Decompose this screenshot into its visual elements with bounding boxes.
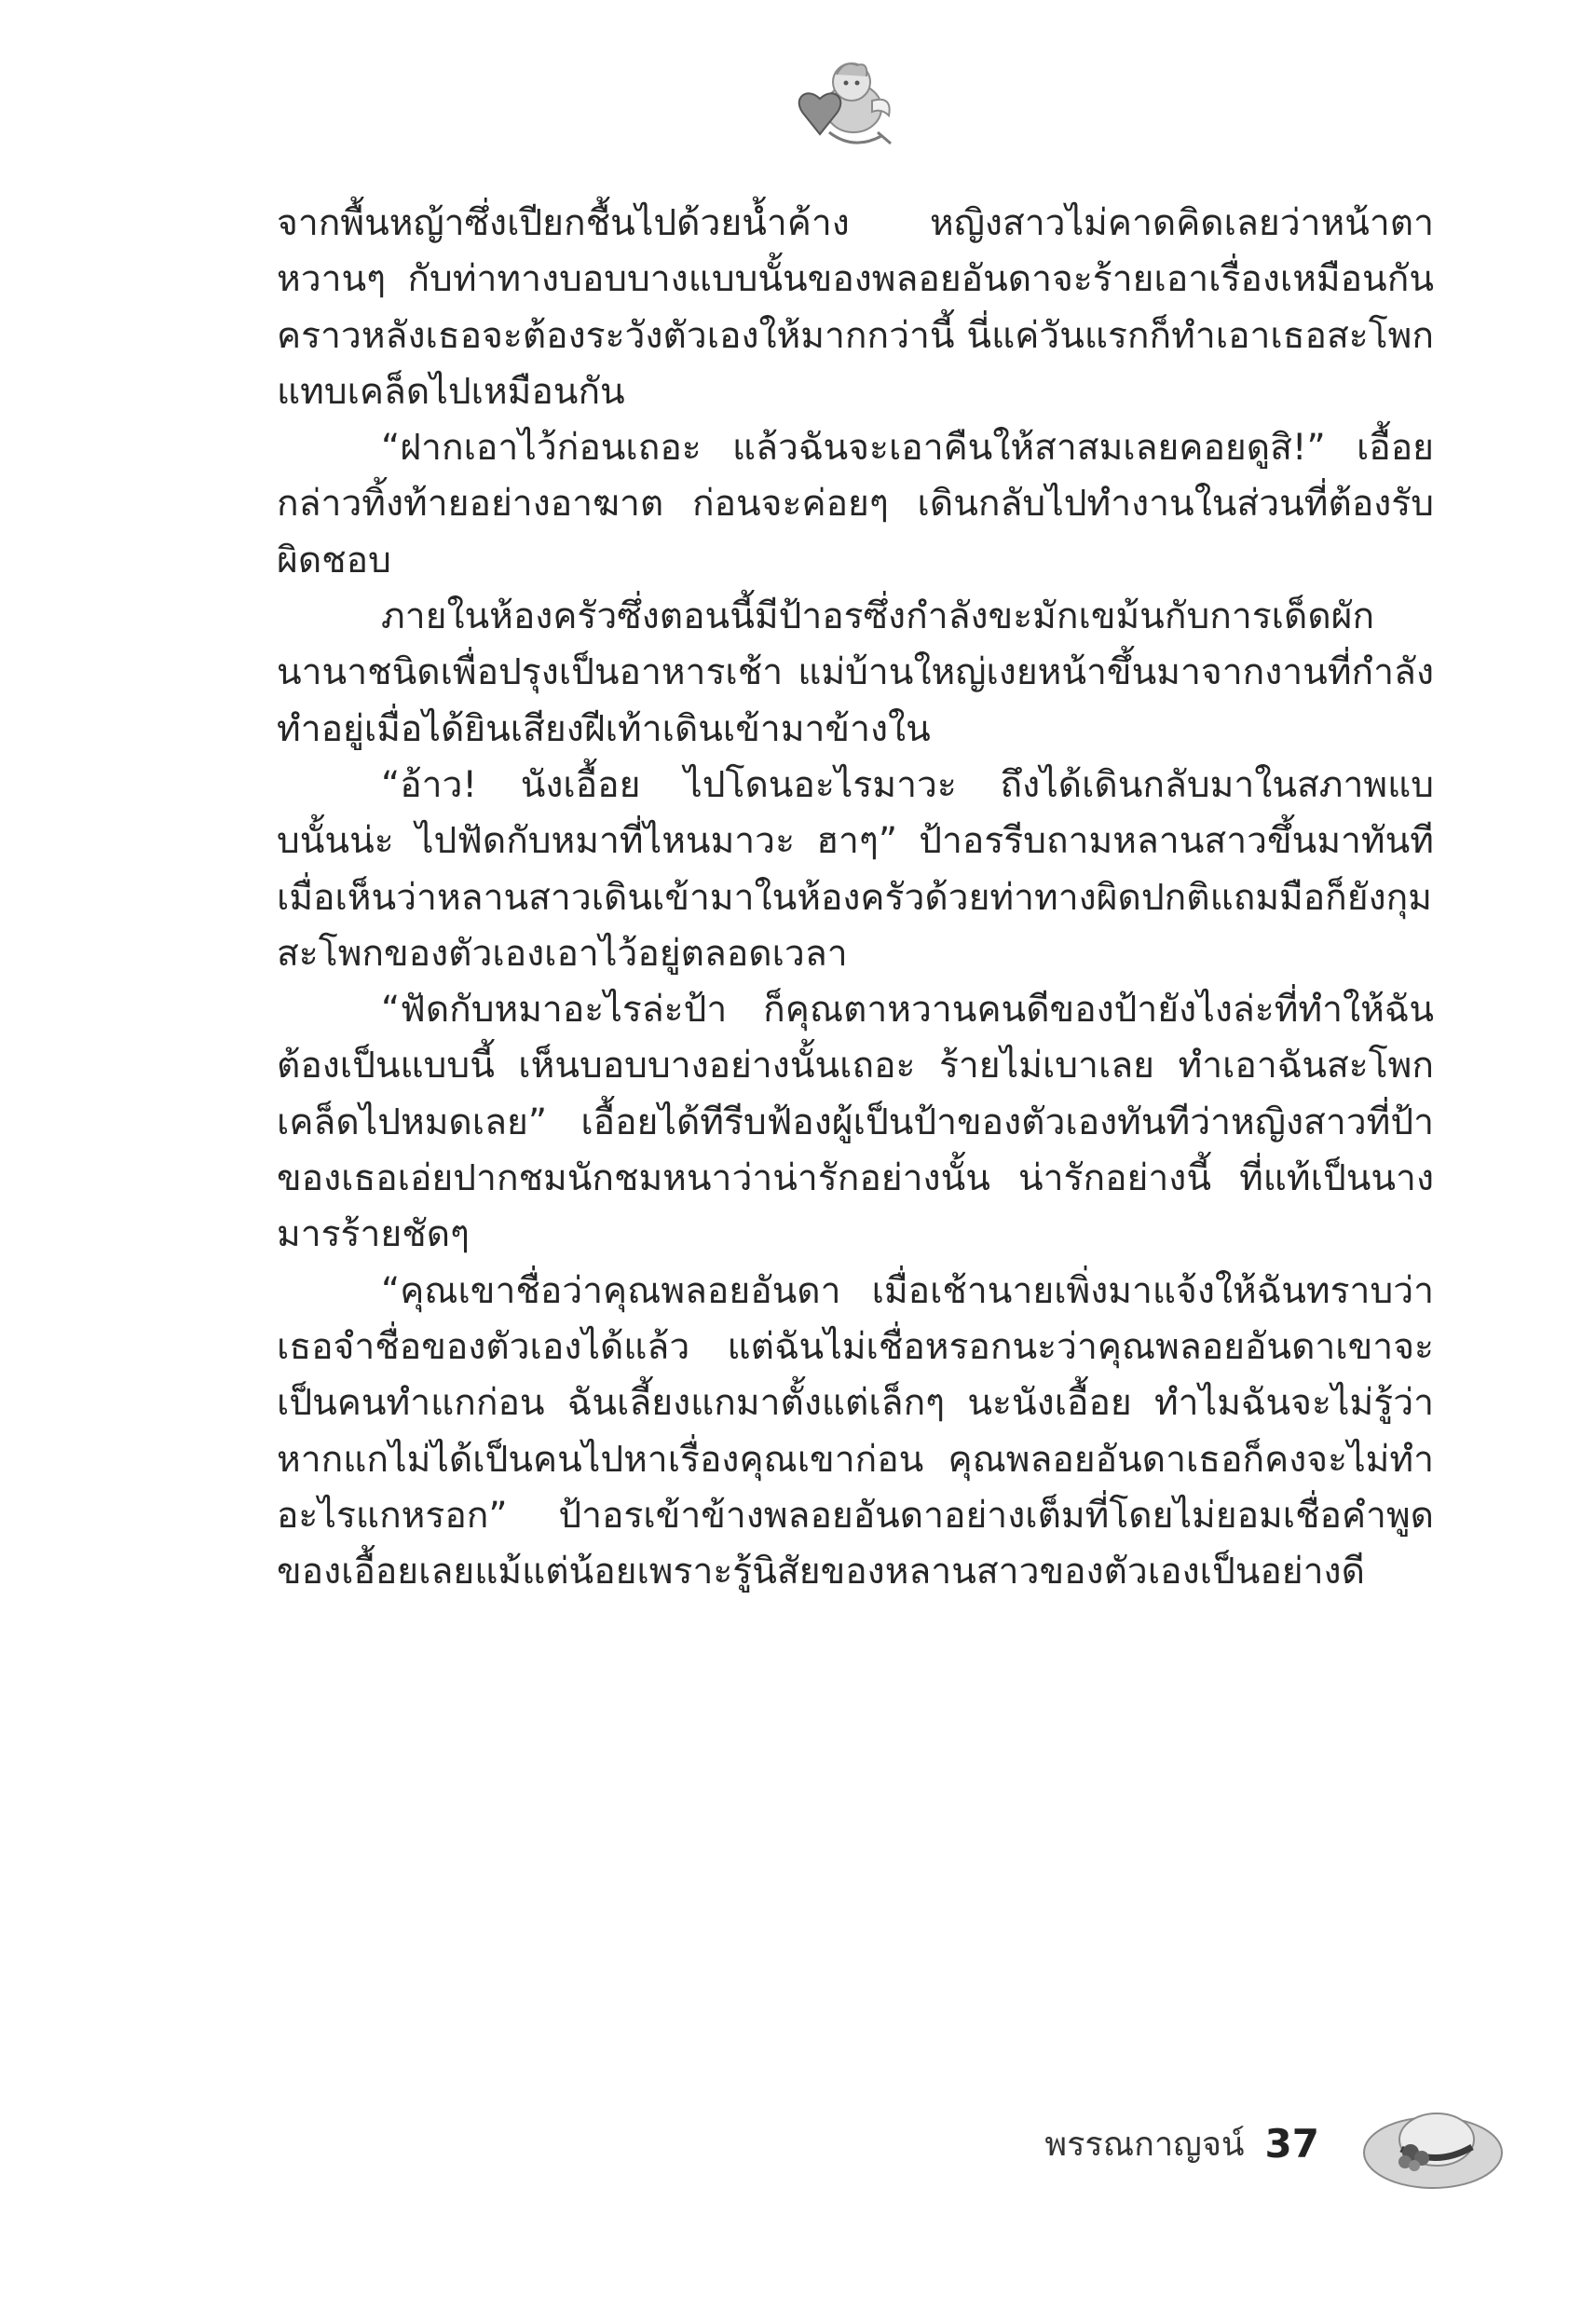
page-footer xyxy=(1044,2113,1319,2173)
paragraph-2: “ฝากเอาไว้ก่อนเถอะ แล้วฉันจะเอาคืนให้สาสมเลยคอยดูสิ!” เอื้อยกล่าวทิ้งท้ายอย่างอาฆาต ก่อนจะค่อยๆ เดินกลับไปทำงานในส่วนที่ต้องรับผิดชอบ xyxy=(277,427,1434,581)
paragraph-6: “คุณเขาชื่อว่าคุณพลอยอันดา เมื่อเช้านายเพิ่งมาแจ้งให้ฉันทราบว่าเธอจำชื่อของตัวเองได้แล้ว แต่ฉันไม่เชื่อหรอกนะว่าคุณพลอยอันดาเขาจะเป็นคนทำแกก่อน ฉันเลี้ยงแกมาตั้งแต่เล็กๆ นะนังเอื้อย ทำไมฉันจะไม่รู้ว่าหากแกไม่ได้เป็นคนไปหาเรื่องคุณเขาก่อน คุณพลอยอันดาเธอก็คงจะไม่ทำอะไรแกหรอก” ป้าอรเข้าข้างพลอยอันดาอย่างเต็มที่โดยไม่ยอมเชื่อคำพูดของเอื้อยเลยแม้แต่น้อยเพราะรู้นิสัยของหลานสาวของตัวเองเป็นอย่างดี xyxy=(277,1269,1434,1593)
paragraph-4: “อ้าว! นังเอื้อย ไปโดนอะไรมาวะ ถึงได้เดินกลับมาในสภาพแบบนั้นน่ะ ไปฟัดกับหมาที่ไหนมาวะ ฮาๆ” ป้าอรรีบถามหลานสาวขึ้นมาทันทีเมื่อเห็นว่าหลานสาวเดินเข้ามาในห้องครัวด้วยท่าทางผิดปกติแถมมือก็ยังกุมสะโพกของตัวเองเอาไว้อยู่ตลอดเวลา xyxy=(277,763,1434,975)
paragraph-5: “ฟัดกับหมาอะไรล่ะป้า ก็คุณตาหวานคนดีของป้ายังไงล่ะที่ทำให้ฉันต้องเป็นแบบนี้ เห็นบอบบางอย่างนั้นเถอะ ร้ายไม่เบาเลย ทำเอาฉันสะโพกเคล็ดไปหมดเลย” เอื้อยได้ทีรีบฟ้องผู้เป็นป้าของตัวเองทันทีว่าหญิงสาวที่ป้าของเธอเอ่ยปากชมนักชมหนาว่าน่ารักอย่างนั้น น่ารักอย่างนี้ ที่แท้เป็นนางมารร้ายชัดๆ xyxy=(277,989,1434,1256)
paragraph-1: จากพื้นหญ้าซึ่งเปียกชื้นไปด้วยน้ำค้าง หญิงสาวไม่คาดคิดเลยว่าหน้าตาหวานๆ กับท่าทางบอบบางแบบนั้นของพลอยอันดาจะร้ายเอาเรื่องเหมือนกัน คราวหลังเธอจะต้องระวังตัวเองให้มากกว่านี้ นี่แค่วันแรกก็ทำเอาเธอสะโพกแทบเคล็ดไปเหมือนกัน xyxy=(277,202,1434,413)
cupid-heart-icon xyxy=(788,54,900,166)
page-number: 37 xyxy=(1264,2120,1319,2167)
body-text xyxy=(277,196,1434,1600)
author-name: พรรณกาญจน์ xyxy=(1044,2125,1245,2164)
hat-icon xyxy=(1358,2095,1507,2197)
paragraph-3: ภายในห้องครัวซึ่งตอนนี้มีป้าอรซึ่งกำลังขะมักเขม้นกับการเด็ดผักนานาชนิดเพื่อปรุงเป็นอาหารเช้า แม่บ้านใหญ่เงยหน้าขึ้นมาจากงานที่กำลังทำอยู่เมื่อได้ยินเสียงฝีเท้าเดินเข้ามาข้างใน xyxy=(277,595,1434,750)
